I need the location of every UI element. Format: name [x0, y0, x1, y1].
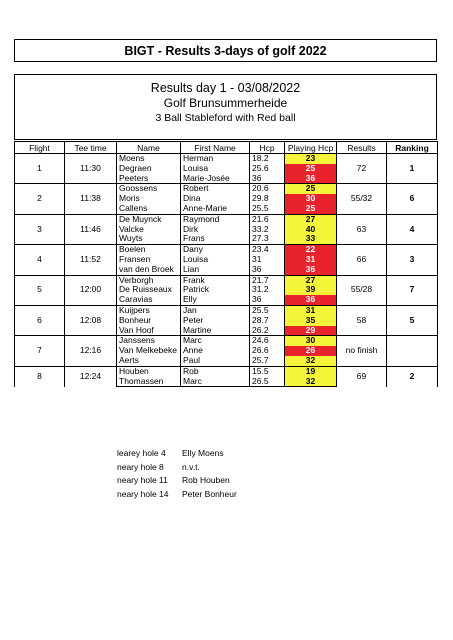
table-row	[15, 336, 438, 346]
player-name: Callens	[117, 204, 181, 214]
player-name: Aerts	[117, 356, 181, 366]
playing-hcp: 26	[285, 346, 337, 356]
player-first-name: Martine	[181, 326, 250, 336]
player-first-name: Frans	[181, 234, 250, 244]
player-hcp: 18.2	[250, 154, 285, 164]
playing-hcp: 36	[285, 174, 337, 184]
playing-hcp: 25	[285, 164, 337, 174]
flight-result: 58	[337, 305, 387, 335]
flight-result: 55/32	[337, 184, 387, 214]
flight-number: 1	[15, 154, 65, 184]
note-label: neary hole 11	[117, 475, 168, 485]
flight-ranking: 5	[387, 305, 438, 335]
player-name: Verborgh	[117, 275, 181, 285]
flight-number: 3	[15, 214, 65, 244]
tee-time: 12:16	[65, 336, 117, 366]
table-header-row	[15, 142, 438, 154]
player-name: Moens	[117, 154, 181, 164]
playing-hcp: 25	[285, 184, 337, 194]
player-hcp: 36	[250, 174, 285, 184]
col-header-hcp: Hcp	[250, 142, 285, 154]
player-name: van den Broek	[117, 265, 181, 275]
player-hcp: 36	[250, 265, 285, 275]
player-first-name: Jan	[181, 305, 250, 315]
playing-hcp: 31	[285, 305, 337, 315]
player-first-name: Dirk	[181, 225, 250, 235]
player-first-name: Paul	[181, 356, 250, 366]
player-hcp: 21.6	[250, 214, 285, 224]
player-name: Janssens	[117, 336, 181, 346]
playing-hcp: 36	[285, 295, 337, 305]
player-first-name: Anne	[181, 346, 250, 356]
player-name: Boelen	[117, 245, 181, 255]
playing-hcp: 29	[285, 326, 337, 336]
col-header-tee-time: Tee time	[65, 142, 117, 154]
playing-hcp: 22	[285, 245, 337, 255]
note-value: n.v.t.	[182, 461, 200, 472]
player-first-name: Louisa	[181, 164, 250, 174]
playing-hcp: 27	[285, 214, 337, 224]
flight-number: 6	[15, 305, 65, 335]
flight-ranking: 1	[387, 154, 438, 184]
table-row	[15, 154, 438, 164]
playing-hcp: 39	[285, 285, 337, 295]
page-title: BIGT - Results 3-days of golf 2022	[14, 39, 437, 62]
venue-line: Golf Brunsummerheide	[163, 96, 288, 110]
player-name: Fransen	[117, 255, 181, 265]
player-hcp: 28.7	[250, 316, 285, 326]
player-first-name: Lian	[181, 265, 250, 275]
flight-number: 5	[15, 275, 65, 305]
player-first-name: Dina	[181, 194, 250, 204]
flight-number: 4	[15, 245, 65, 275]
player-hcp: 24.6	[250, 336, 285, 346]
player-name: Van Hoof	[117, 326, 181, 336]
player-hcp: 21.7	[250, 275, 285, 285]
results-header	[14, 74, 437, 140]
playing-hcp: 35	[285, 316, 337, 326]
note-row	[117, 474, 237, 488]
tee-time: 11:52	[65, 245, 117, 275]
playing-hcp: 33	[285, 234, 337, 244]
flight-ranking: 7	[387, 275, 438, 305]
player-name: Moris	[117, 194, 181, 204]
player-hcp: 26.2	[250, 326, 285, 336]
note-label: neary hole 14	[117, 488, 169, 499]
table-row	[15, 366, 438, 376]
player-hcp: 31.2	[250, 285, 285, 295]
player-first-name: Anne-Marie	[181, 204, 250, 214]
player-name: Goossens	[117, 184, 181, 194]
playing-hcp: 23	[285, 154, 337, 164]
player-name: Valcke	[117, 225, 181, 235]
player-first-name: Marc	[181, 377, 250, 387]
flight-number: 7	[15, 336, 65, 366]
player-hcp: 27.3	[250, 234, 285, 244]
player-name: Caravias	[117, 295, 181, 305]
flight-ranking: 4	[387, 214, 438, 244]
format-line: 3 Ball Stableford with Red ball	[155, 112, 296, 124]
col-header-first-name: First Name	[181, 142, 250, 154]
player-first-name: Elly	[181, 295, 250, 305]
results-table	[14, 141, 438, 387]
prize-notes	[117, 447, 237, 501]
player-name: Houben	[117, 366, 181, 376]
playing-hcp: 36	[285, 265, 337, 275]
playing-hcp: 30	[285, 336, 337, 346]
player-name: Kuijpers	[117, 305, 181, 315]
player-name: Van Melkebeke	[117, 346, 181, 356]
player-first-name: Louisa	[181, 255, 250, 265]
playing-hcp: 25	[285, 204, 337, 214]
player-hcp: 26.5	[250, 377, 285, 387]
player-first-name: Raymond	[181, 214, 250, 224]
playing-hcp: 27	[285, 275, 337, 285]
player-first-name: Dany	[181, 245, 250, 255]
note-value: Peter Bonheur	[182, 488, 237, 499]
playing-hcp: 31	[285, 255, 337, 265]
player-first-name: Rob	[181, 366, 250, 376]
flight-result: 69	[337, 366, 387, 387]
player-hcp: 23.4	[250, 245, 285, 255]
flight-result: no finish	[337, 336, 387, 366]
player-name: De Ruisseaux	[117, 285, 181, 295]
flight-ranking: 3	[387, 245, 438, 275]
tee-time: 11:30	[65, 154, 117, 184]
flight-ranking: 2	[387, 366, 438, 387]
playing-hcp: 40	[285, 225, 337, 235]
note-row	[117, 488, 237, 502]
player-name: Degraen	[117, 164, 181, 174]
col-header-flight: Flight	[15, 142, 65, 154]
playing-hcp: 32	[285, 377, 337, 387]
player-hcp: 26.6	[250, 346, 285, 356]
table-row	[15, 214, 438, 224]
player-name: De Muynck	[117, 214, 181, 224]
player-first-name: Marc	[181, 336, 250, 346]
player-hcp: 25.6	[250, 164, 285, 174]
player-first-name: Herman	[181, 154, 250, 164]
tee-time: 11:46	[65, 214, 117, 244]
col-header-ranking: Ranking	[387, 142, 438, 154]
flight-result: 55/28	[337, 275, 387, 305]
note-row	[117, 447, 237, 461]
flight-result: 66	[337, 245, 387, 275]
player-hcp: 25.5	[250, 305, 285, 315]
playing-hcp: 32	[285, 356, 337, 366]
note-label: learey hole 4	[117, 448, 166, 458]
player-hcp: 20.6	[250, 184, 285, 194]
tee-time: 11:38	[65, 184, 117, 214]
flight-ranking	[387, 336, 438, 366]
tee-time: 12:08	[65, 305, 117, 335]
note-value: Elly Moens	[182, 448, 224, 458]
playing-hcp: 30	[285, 194, 337, 204]
note-value: Rob Houben	[182, 475, 230, 485]
player-first-name: Frank	[181, 275, 250, 285]
player-name: Peeters	[117, 174, 181, 184]
player-hcp: 25.7	[250, 356, 285, 366]
col-header-results: Results	[337, 142, 387, 154]
player-hcp: 25.5	[250, 204, 285, 214]
player-name: Wuyts	[117, 234, 181, 244]
flight-number: 8	[15, 366, 65, 387]
player-first-name: Marie-Josée	[181, 174, 250, 184]
player-hcp: 33.2	[250, 225, 285, 235]
player-first-name: Peter	[181, 316, 250, 326]
table-row	[15, 184, 438, 194]
table-row	[15, 305, 438, 315]
results-day-line: Results day 1 - 03/08/2022	[150, 81, 301, 95]
flight-number: 2	[15, 184, 65, 214]
player-hcp: 29.8	[250, 194, 285, 204]
table-row	[15, 275, 438, 285]
flight-result: 63	[337, 214, 387, 244]
player-name: Bonheur	[117, 316, 181, 326]
note-row	[117, 461, 237, 475]
table-row	[15, 245, 438, 255]
player-first-name: Robert	[181, 184, 250, 194]
player-hcp: 36	[250, 295, 285, 305]
col-header-name: Name	[117, 142, 181, 154]
tee-time: 12:24	[65, 366, 117, 387]
col-header-playing-hcp: Playing Hcp	[285, 142, 337, 154]
player-first-name: Patrick	[181, 285, 250, 295]
player-hcp: 31	[250, 255, 285, 265]
player-hcp: 15.5	[250, 366, 285, 376]
playing-hcp: 19	[285, 366, 337, 376]
results-body	[15, 154, 438, 387]
tee-time: 12:00	[65, 275, 117, 305]
player-name: Thomassen	[117, 377, 181, 387]
note-label: neary hole 8	[117, 461, 164, 472]
flight-result: 72	[337, 154, 387, 184]
flight-ranking: 6	[387, 184, 438, 214]
